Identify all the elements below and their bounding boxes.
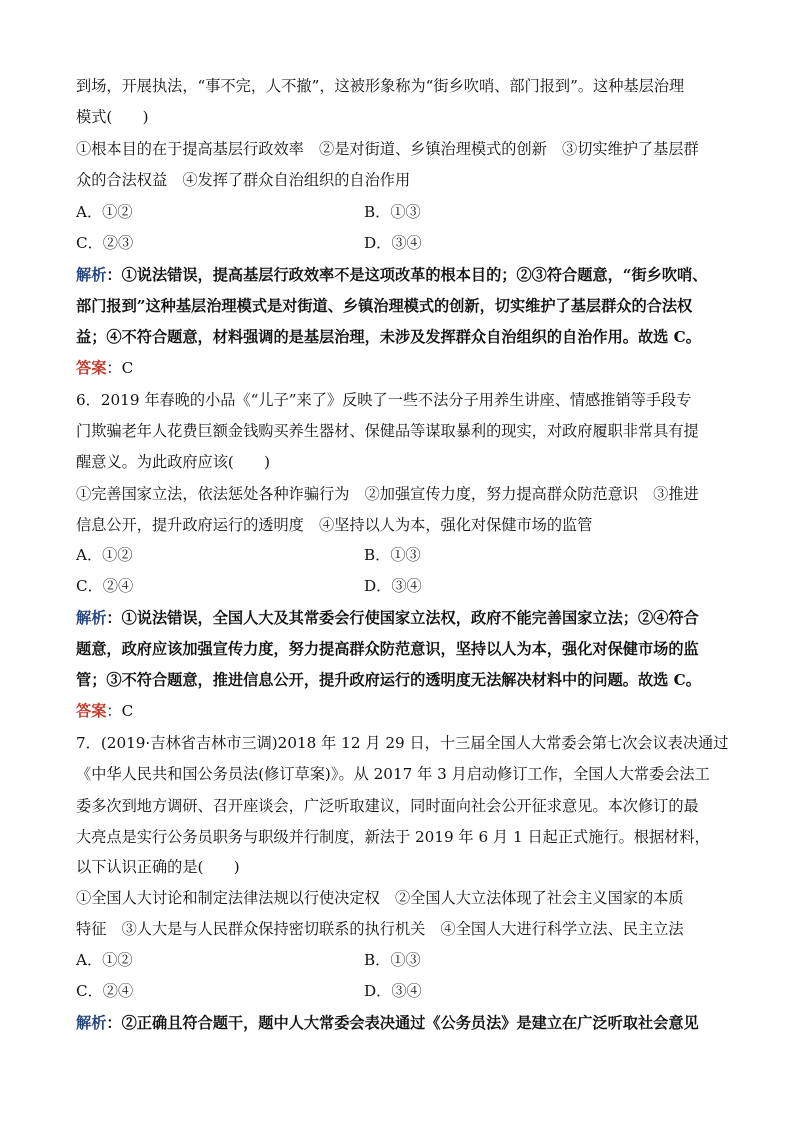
q6-analysis-line-2: 题意，政府应该加强宣传力度，努力提高群众防范意识，坚持以人为本，强化对保健市场的监 bbox=[76, 640, 699, 658]
q5-answer bbox=[76, 358, 726, 378]
q5-analysis-text-1: ：①说法错误，提高基层行政效率不是这项改革的根本目的；②③符合题意，“街乡吹哨、 bbox=[106, 266, 708, 284]
q6-choice-c: C．②④ bbox=[76, 577, 134, 595]
q6-answer-label: 答案 bbox=[76, 702, 107, 720]
q5-answer-label: 答案 bbox=[76, 359, 107, 377]
q6-statements-line-2: 信息公开，提升政府运行的透明度 ④坚持以人为本，强化对保健市场的监管 bbox=[76, 516, 593, 534]
q6-choice-d: D．③④ bbox=[364, 577, 422, 595]
q7-choice-a: A．①② bbox=[76, 951, 133, 969]
q5-choice-b: B．①③ bbox=[364, 203, 421, 221]
q7-analysis-label: 解析 bbox=[76, 1014, 107, 1032]
q7-stem-line-1: 7．(2019·吉林省吉林市三调)2018 年 12 月 29 日，十三届全国人大常委会第七次会议表决通过 bbox=[76, 734, 729, 752]
q7-choice-b: B．①③ bbox=[364, 951, 421, 969]
q5-choice-a: A．①② bbox=[76, 203, 133, 221]
q5-choice-c: C．②③ bbox=[76, 234, 134, 252]
q7-analysis-line-1 bbox=[76, 1013, 726, 1033]
q7-stem-line-2: 《中华人民共和国公务员法(修订草案)》。从 2017 年 3 月启动修订工作，全国人大常委会法工 bbox=[76, 765, 710, 783]
q6-answer bbox=[76, 701, 726, 721]
q6-statements-line-1: ①完善国家立法，依法惩处各种诈骗行为 ②加强宣传力度，努力提高群众防范意识 ③推进 bbox=[76, 485, 699, 503]
q7-statements-line-2: 特征 ③人大是与人民群众保持密切联系的执行机关 ④全国人大进行科学立法、民主立法 bbox=[76, 920, 684, 938]
q5-stem-line-1: 到场，开展执法，“事不完，人不撤”，这被形象称为“街乡吹哨、部门报到”。这种基层治理 bbox=[76, 77, 685, 95]
q7-statements-line-1: ①全国人大讨论和制定法律法规以行使决定权 ②全国人大立法体现了社会主义国家的本质 bbox=[76, 889, 684, 907]
q5-choice-d: D．③④ bbox=[364, 234, 422, 252]
q5-analysis-line-2: 部门报到”这种基层治理模式是对街道、乡镇治理模式的创新，切实维护了基层群众的合法权 bbox=[76, 297, 693, 315]
q6-choice-a: A．①② bbox=[76, 546, 133, 564]
q7-analysis-text-1: ：②正确且符合题干，题中人大常委会表决通过《公务员法》是建立在广泛听取社会意见 bbox=[106, 1014, 699, 1032]
q6-stem-line-2: 门欺骗老年人花费巨额金钱购买养生器材、保健品等谋取暴利的现实，对政府履职非常具有提 bbox=[76, 422, 699, 440]
q6-analysis-label: 解析 bbox=[76, 609, 107, 627]
q6-analysis-text-1: ：①说法错误，全国人大及其常委会行使国家立法权，政府不能完善国家立法；②④符合 bbox=[106, 609, 699, 627]
q7-stem-line-4: 大亮点是实行公务员职务与职级并行制度，新法于 2019 年 6 月 1 日起正式施行。根据材料， bbox=[76, 828, 710, 846]
q5-analysis-line-1 bbox=[76, 265, 726, 285]
q6-choice-b: B．①③ bbox=[364, 546, 421, 564]
q5-statements-line-1: ①根本目的在于提高基层行政效率 ②是对街道、乡镇治理模式的创新 ③切实维护了基层群 bbox=[76, 140, 699, 158]
q7-stem-line-5: 以下认识正确的是( ) bbox=[76, 858, 240, 876]
q5-statements-line-2: 众的合法权益 ④发挥了群众自治组织的自治作用 bbox=[76, 171, 411, 189]
q5-analysis-label: 解析 bbox=[76, 266, 107, 284]
q6-stem-line-1: 6．2019 年春晚的小品《“儿子”来了》反映了一些不法分子用养生讲座、情感推销等手段专 bbox=[76, 391, 692, 409]
q6-stem-line-3: 醒意义。为此政府应该( ) bbox=[76, 453, 271, 471]
q5-analysis-line-3: 益；④不符合题意，材料强调的是基层治理，未涉及发挥群众自治组织的自治作用。故选 C。 bbox=[76, 328, 701, 346]
q5-stem-line-2: 模式( ) bbox=[76, 108, 149, 126]
q6-answer-value: ：C bbox=[106, 702, 134, 720]
q7-choice-c: C．②④ bbox=[76, 982, 134, 1000]
q7-choice-d: D．③④ bbox=[364, 982, 422, 1000]
q6-analysis-line-3: 管；③不符合题意，推进信息公开，提升政府运行的透明度无法解决材料中的问题。故选 C。 bbox=[76, 671, 701, 689]
q7-stem-line-3: 委多次到地方调研、召开座谈会，广泛听取建议，同时面向社会公开征求意见。本次修订的最 bbox=[76, 797, 699, 815]
q6-analysis-line-1 bbox=[76, 608, 726, 628]
q5-answer-value: ：C bbox=[106, 359, 134, 377]
